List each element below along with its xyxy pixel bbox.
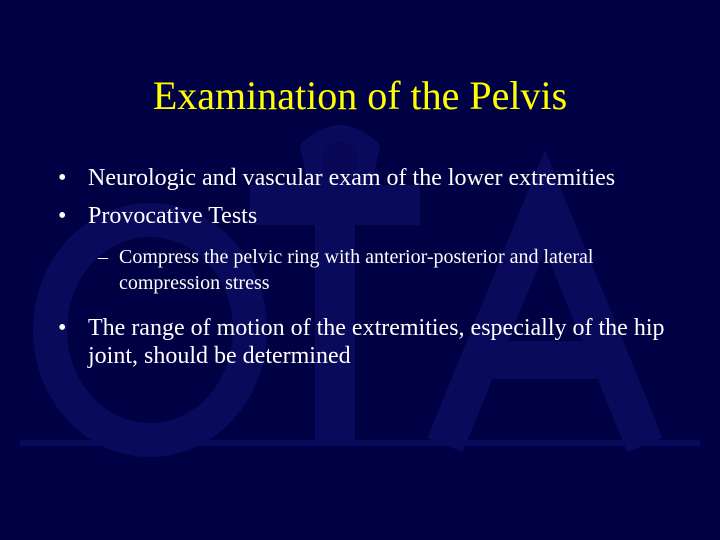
bullet-marker: • — [58, 165, 67, 191]
sub-bullet-text: Compress the pelvic ring with anterior-posterior and lateral compression stress — [119, 246, 594, 294]
slide-title: Examination of the Pelvis — [152, 73, 568, 118]
bullet-text: Neurologic and vascular exam of the lower extremities — [88, 165, 616, 191]
bullet-text: The range of motion of the extremities, especially of the hip joint, should be determined — [88, 315, 665, 369]
bullet-text: Provocative Tests — [88, 203, 258, 229]
bullet-list — [58, 164, 668, 370]
bullet-item — [58, 164, 668, 192]
bullet-item — [58, 314, 668, 370]
bullet-item — [58, 202, 668, 230]
sub-bullet-marker: – — [98, 246, 108, 268]
bullet-marker: • — [58, 203, 67, 229]
bullet-marker: • — [58, 315, 67, 341]
sub-bullet-item — [98, 244, 668, 296]
